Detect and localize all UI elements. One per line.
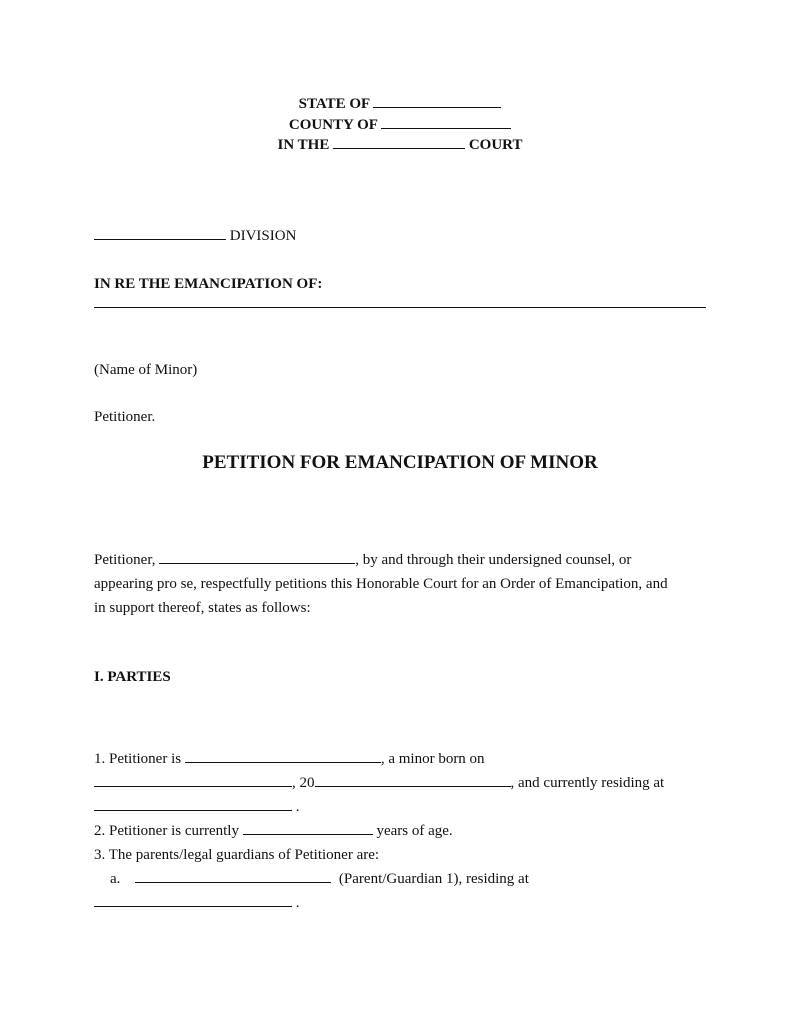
caption-state-line [0,96,800,113]
division-label: DIVISION [229,228,297,244]
caption-county-line [0,117,800,134]
birth-year-blank[interactable] [315,785,511,787]
item2-suffix: years of age. [376,823,453,839]
guardian1-residence-blank[interactable] [94,905,292,907]
residence-blank[interactable] [94,809,292,811]
in-the-label: IN THE [277,137,330,153]
item1-year-prefix: , 20 [292,775,315,791]
intro-line-2: appearing pro se, respectfully petitions this Honorable Court for an Order of Emancipation, and [94,576,668,592]
guardian1-name-blank[interactable] [135,881,331,883]
item-3-line: 3. The parents/legal guardians of Petitioner are: [94,847,380,863]
caption-court-line [0,137,800,154]
item1-after-name: , a minor born on [380,751,485,767]
division-line [94,228,296,245]
item-1-line-2 [94,775,664,792]
petitioner-label: Petitioner. [94,409,156,425]
intro-prefix: Petitioner, [94,552,156,568]
item-2-line [94,823,453,840]
item-1-line-1 [94,751,485,768]
age-blank[interactable] [243,833,373,835]
item-1-line-3 [94,799,300,816]
name-of-minor-label: (Name of Minor) [94,362,198,378]
item3a-prefix: a. [110,871,121,887]
item1-period: . [295,799,300,815]
minor-name-line[interactable] [94,307,706,308]
state-blank[interactable] [373,106,501,108]
state-label: STATE OF [298,96,370,112]
county-label: COUNTY OF [288,117,378,133]
in-re-heading: IN RE THE EMANCIPATION OF: [94,276,323,292]
item-3a-line [110,871,529,888]
court-blank[interactable] [333,147,465,149]
item-3a-line-2 [94,895,300,912]
item3a-suffix: (Parent/Guardian 1), residing at [338,871,529,887]
item2-prefix: 2. Petitioner is currently [94,823,239,839]
birth-date-blank[interactable] [94,785,292,787]
petitioner-name-blank-2[interactable] [185,761,381,763]
petitioner-name-blank[interactable] [159,562,355,564]
court-label: COURT [468,137,523,153]
page-title: PETITION FOR EMANCIPATION OF MINOR [202,452,598,473]
county-blank[interactable] [381,127,511,129]
intro-line-3: in support thereof, states as follows: [94,600,311,616]
intro-line1-rest: , by and through their undersigned counsel, or [355,552,632,568]
section-parties-heading: I. PARTIES [94,669,171,685]
division-blank[interactable] [94,238,226,240]
item3a-period: . [295,895,300,911]
item1-residing: , and currently residing at [510,775,665,791]
item1-prefix: 1. Petitioner is [94,751,182,767]
intro-line-1 [94,552,631,569]
